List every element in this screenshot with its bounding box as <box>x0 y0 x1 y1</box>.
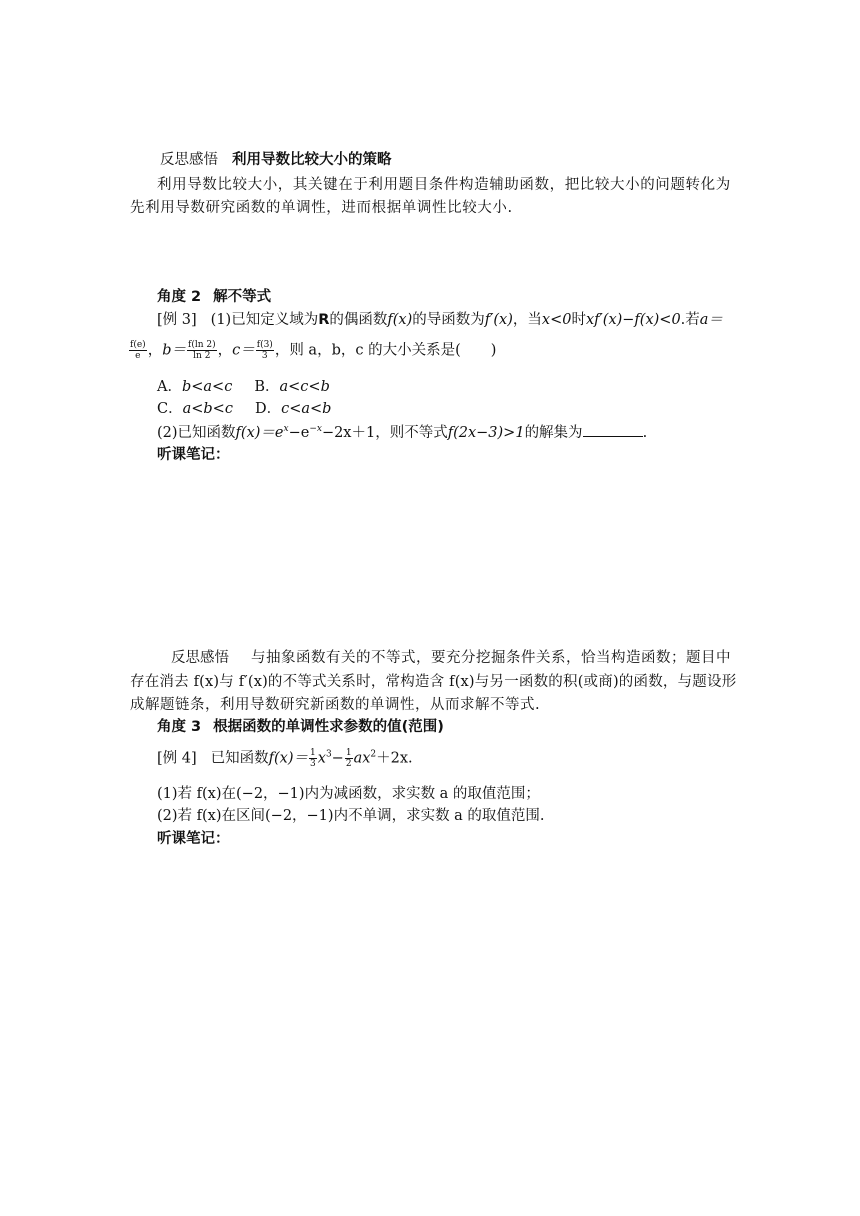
math-term: ax <box>353 750 371 767</box>
example-3-text: 的解集为 <box>524 425 583 441</box>
math-function: f(x)＝e <box>235 425 284 441</box>
option-a: b<a<c <box>181 379 233 395</box>
option-d-label: D． <box>254 401 282 417</box>
example-3-text: (2)已知函数 <box>157 425 236 441</box>
reflection-2-line-1 <box>171 648 731 668</box>
reflection-2-line-2: 存在消去 f(x)与 f′(x)的不等式关系时，常构造含 f(x)与另一函数的积(或商)的函数，与题设形 <box>130 674 737 690</box>
example-3-text: .若 <box>680 312 700 328</box>
symbol-R: R <box>318 312 330 328</box>
example-4-tag: [例 4] <box>157 750 197 767</box>
angle-2-title: 解不等式 <box>213 289 272 305</box>
angle-2-heading <box>157 287 271 307</box>
math-term: −e <box>288 425 310 441</box>
example-4-question-2: (2)若 f(x)在区间(−2，−1)内不单调，求实数 a 的取值范围. <box>157 808 545 824</box>
example-4-text: 已知函数 <box>210 750 269 767</box>
angle-3-title: 根据函数的单调性求参数的值(范围) <box>213 719 444 735</box>
fraction-c: $\frac{f(3)}{3}$ <box>256 340 273 361</box>
math-a-eq: a＝ <box>699 312 723 328</box>
math-expression: xf′(x)−f(x)<0 <box>585 312 681 328</box>
math-inequality: f(2x−3)>1 <box>447 425 525 441</box>
example-3-part-1-line-1 <box>157 310 723 330</box>
options-row-1 <box>157 377 330 397</box>
reflection-label: 反思感悟 <box>160 152 218 168</box>
example-4-statement <box>157 748 413 769</box>
example-3-part-1-line-2: $\frac{f(e)}{e}$ ，b＝ $\frac{f(\ln 2)}{\ln 2}$ ，c＝ $\frac{f(3)}{3}$ ，则 a，b，c 的大小关系是( ) <box>130 340 497 361</box>
example-3-text: ，当 <box>512 312 542 328</box>
option-d: c<a<b <box>281 401 332 417</box>
answer-paren: ) <box>490 342 497 359</box>
fraction-one-third: $\frac{1}{3}$ <box>310 748 316 769</box>
angle-3-heading <box>157 717 444 737</box>
math-fx: f(x) <box>387 312 413 328</box>
math-sup: x <box>283 424 289 435</box>
math-fpx: f′(x) <box>484 312 513 328</box>
math-term: ＋2x. <box>376 750 413 767</box>
math-function: f(x)＝ <box>268 750 309 767</box>
math-term: x <box>317 750 326 767</box>
reflection-2-line-3: 成解题链条，利用导数研究新函数的单调性，从而求解不等式. <box>130 697 541 713</box>
option-a-label: A． <box>157 379 182 395</box>
reflection-2-label: 反思感悟 <box>171 650 229 666</box>
example-3-text: 时 <box>571 312 586 328</box>
fraction-b: $\frac{f(\ln 2)}{\ln 2}$ <box>187 340 216 361</box>
math-b-eq: b＝ <box>162 342 186 359</box>
math-sup: 2 <box>370 749 377 760</box>
option-c: a<b<c <box>182 401 233 417</box>
example-3-text: −2x＋1，则不等式 <box>321 425 448 441</box>
example-3-tag: [例 3] <box>157 312 197 328</box>
period: . <box>642 425 648 441</box>
fraction-a: $\frac{f(e)}{e}$ <box>130 340 146 361</box>
reflection-text-line-1: 利用导数比较大小，其关键在于利用题目条件构造辅助函数，把比较大小的问题转化为 <box>157 177 731 193</box>
math-operator: − <box>331 750 344 767</box>
lecture-notes-label-2: 听课笔记： <box>157 831 230 847</box>
reflection-2-text: 与抽象函数有关的不等式，要充分挖掘条件关系，恰当构造函数；题目中 <box>251 650 731 666</box>
math-sup: −x <box>309 424 322 435</box>
example-4-question-1: (1)若 f(x)在(−2，−1)内为减函数，求实数 a 的取值范围； <box>157 786 540 802</box>
fraction-one-half: $\frac{1}{2}$ <box>345 748 352 769</box>
example-3-text: 的偶函数 <box>329 312 388 328</box>
example-3-text: 的导函数为 <box>412 312 485 328</box>
reflection-title: 利用导数比较大小的策略 <box>232 152 392 168</box>
example-3-part-2 <box>157 422 647 443</box>
options-row-2 <box>157 399 331 419</box>
answer-blank[interactable] <box>583 422 643 437</box>
option-b-label: B． <box>254 379 280 395</box>
math-condition: x<0 <box>541 312 572 328</box>
option-b: a<c<b <box>279 379 330 395</box>
example-3-text: (1)已知定义域为 <box>210 312 319 328</box>
math-c-eq: c＝ <box>232 342 255 359</box>
reflection-text-line-2: 先利用导数研究函数的单调性，进而根据单调性比较大小. <box>130 200 513 216</box>
lecture-notes-label: 听课笔记： <box>157 447 230 463</box>
option-c-label: C． <box>157 401 183 417</box>
math-sup: 3 <box>325 749 332 760</box>
reflection-heading <box>160 150 392 170</box>
angle-2-label: 角度 2 <box>157 289 202 305</box>
example-3-text: ，则 a，b，c 的大小关系是( <box>274 342 461 359</box>
angle-3-label: 角度 3 <box>157 719 202 735</box>
